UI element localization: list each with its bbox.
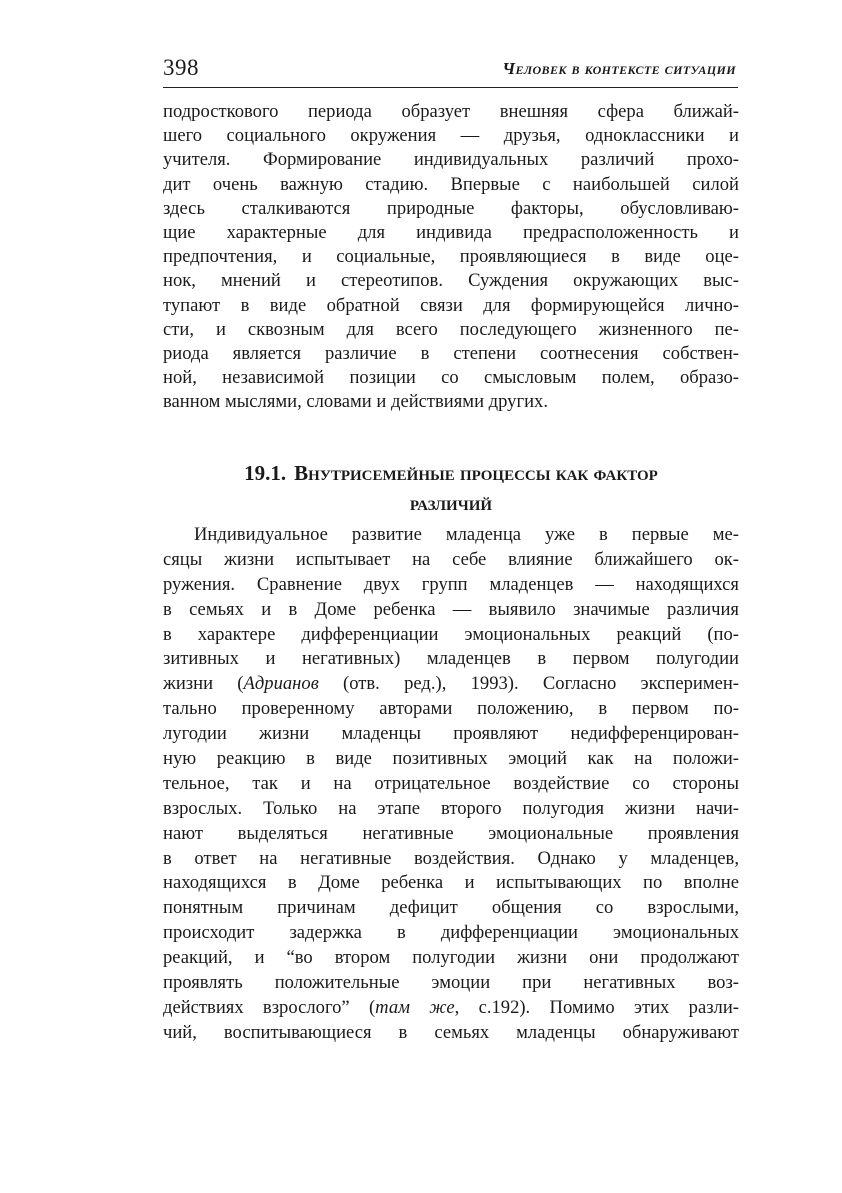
section-heading-line-1 [163,458,739,488]
text-line: происходит задержка в дифференциации эмоциональных [163,922,739,944]
section-title-part-2: различий [409,491,493,515]
text-line: лугодии жизни младенцы проявляют недифференцирован- [163,723,739,745]
text-line: Индивидуальное развитие младенца уже в первые ме- [194,524,739,545]
text-line: дит очень важную стадию. Впервые с наибольшей силой [163,173,739,195]
text-line: находящихся в Доме ребенка и испытывающих по вполне [163,872,739,894]
text-line: ную реакцию в виде позитивных эмоций как на положи- [163,748,739,770]
text-line: здесь сталкиваются природные факторы, обусловливаю- [163,197,739,219]
text-line: подросткового периода образует внешняя сфера ближай- [163,101,739,122]
text-line: учителя. Формирование индивидуальных различий прохо- [163,149,739,171]
page-number: 398 [163,55,199,80]
text-line: нают выделяться негативные эмоциональные проявления [163,822,739,844]
section-title-part-1: Внутрисемейные процессы как фактор [294,461,658,485]
text-line: понятным причинам дефицит общения со взрослыми, [163,897,739,919]
text-line: ной, независимой позиции со смысловым полем, образо- [163,367,739,389]
text-fragment: действиях взрослого” ( [163,996,376,1018]
section-heading [163,458,739,518]
page-header [163,53,738,88]
text-line: сяцы жизни испытывает на себе влияние ближайшего ок- [163,548,739,570]
text-line: щие характерные для индивида предрасположенность и [163,221,739,243]
paragraph-2 [163,523,739,1046]
text-fragment: жизни ( [163,673,244,695]
text-line: шего социального окружения — друзья, одноклассники и [163,125,739,147]
text-line: риода является различие в степени соотнесения собствен- [163,342,739,364]
section-number: 19.1. [244,461,287,485]
text-line: в характере дифференциации эмоциональных реакций (по- [163,623,739,645]
text-fragment: (отв. ред.), 1993). Согласно эксперимен- [318,673,740,695]
text-line [163,996,739,1021]
text-line: предпочтения, и социальные, проявляющиеся в виде оце- [163,246,739,268]
citation-ibid: там же [375,996,455,1018]
text-fragment: , с.192). Помимо этих разли- [454,996,739,1018]
text-line: ванном мыслями, словами и действиями других. [163,391,549,413]
text-line: реакций, и “во втором полугодии жизни они продолжают [163,947,739,969]
text-line: ружения. Сравнение двух групп младенцев — находящихся [163,573,739,595]
text-line: проявлять положительные эмоции при негативных воз- [163,972,739,994]
text-line: нок, мнений и стереотипов. Суждения окружающих выс- [163,270,739,292]
text-line: тально проверенному авторами положению, в первом по- [163,698,739,720]
paragraph-1 [163,100,739,414]
text-line: зитивных и негативных) младенцев в первом полугодии [163,648,739,670]
running-title: Человек в контексте ситуации [502,59,736,78]
text-line: тельное, так и на отрицательное воздействие со стороны [163,772,739,794]
text-line: в ответ на негативные воздействия. Однако у младенцев, [163,847,739,869]
text-line: чий, воспитывающиеся в семьях младенцы обнаруживают [163,1021,739,1043]
text-line: тупают в виде обратной связи для формирующейся лично- [163,294,739,316]
citation-author: Адрианов [243,673,319,695]
text-line: сти, и сквозным для всего последующего жизненного пе- [163,318,739,340]
text-line: взрослых. Только на этапе второго полугодия жизни начи- [163,797,739,819]
text-line [163,672,739,697]
text-line: в семьях и в Доме ребенка — выявило значимые различия [163,598,739,620]
